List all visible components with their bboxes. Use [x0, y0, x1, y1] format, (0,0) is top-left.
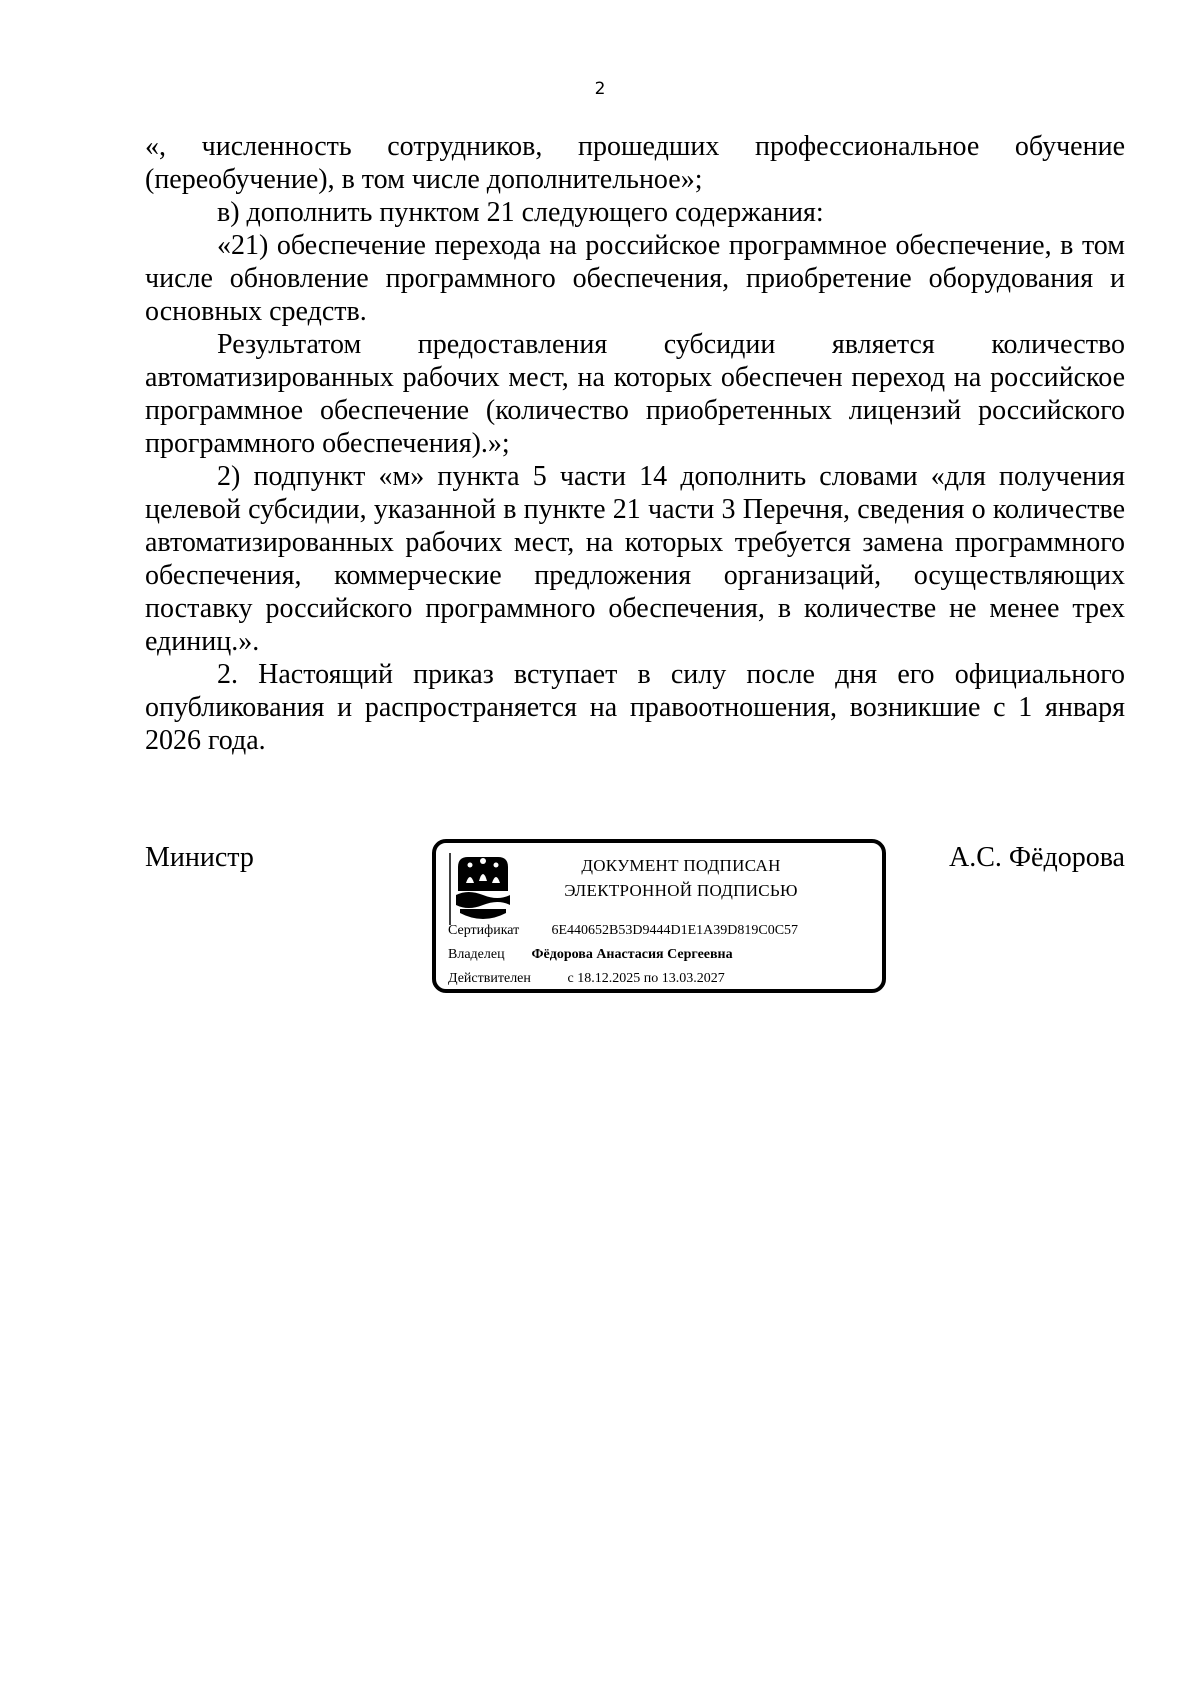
stamp-validity-row — [448, 971, 725, 987]
paragraph: Результатом предоставления субсидии является количество автоматизированных рабочих мест, на которых обеспечен переход на российское программное обеспечение (количество приобретенных лицензий российского программного обеспечения).»; — [145, 329, 1125, 459]
stamp-owner-row — [448, 947, 733, 963]
coat-of-arms-icon — [448, 851, 518, 927]
validity-label: Действителен — [448, 971, 531, 986]
paragraph: «21) обеспечение перехода на российское программное обеспечение, в том числе обновление программного обеспечения, приобретение оборудования и основных средств. — [145, 230, 1125, 327]
stamp-title — [526, 853, 836, 903]
validity-value: с 18.12.2025 по 13.03.2027 — [567, 971, 725, 986]
stamp-title-line: ЭЛЕКТРОННОЙ ПОДПИСЬЮ — [564, 881, 798, 900]
page-number: 2 — [594, 79, 606, 99]
paragraph: 2. Настоящий приказ вступает в силу после дня его официального опубликования и распространяется на правоотношения, возникшие с 1 января 2026 года. — [145, 659, 1125, 756]
paragraph: 2) подпункт «м» пункта 5 части 14 дополнить словами «для получения целевой субсидии, указанной в пункте 21 части 3 Перечня, сведения о количестве автоматизированных рабочих мест, на которых требуется замена программного обеспечения, коммерческие предложения организаций, осуществляющих поставку российского программного обеспечения, в количестве не менее трех единиц.». — [145, 461, 1125, 657]
stamp-title-line: ДОКУМЕНТ ПОДПИСАН — [581, 856, 781, 875]
signatory-name: А.С. Фёдорова — [949, 842, 1125, 873]
certificate-label: Сертификат — [448, 923, 520, 938]
stamp-certificate-row — [448, 923, 798, 939]
owner-value: Фёдорова Анастасия Сергеевна — [531, 947, 733, 962]
certificate-value: 6E440652B53D9444D1E1A39D819C0C57 — [551, 923, 799, 938]
electronic-signature-stamp — [432, 839, 886, 993]
owner-label: Владелец — [448, 947, 505, 962]
paragraph: в) дополнить пунктом 21 следующего содержания: — [217, 197, 824, 228]
document-body — [145, 130, 1125, 757]
signatory-position: Министр — [145, 842, 254, 873]
paragraph: «, численность сотрудников, прошедших профессиональное обучение (переобучение), в том числе дополнительное»; — [145, 131, 1125, 195]
